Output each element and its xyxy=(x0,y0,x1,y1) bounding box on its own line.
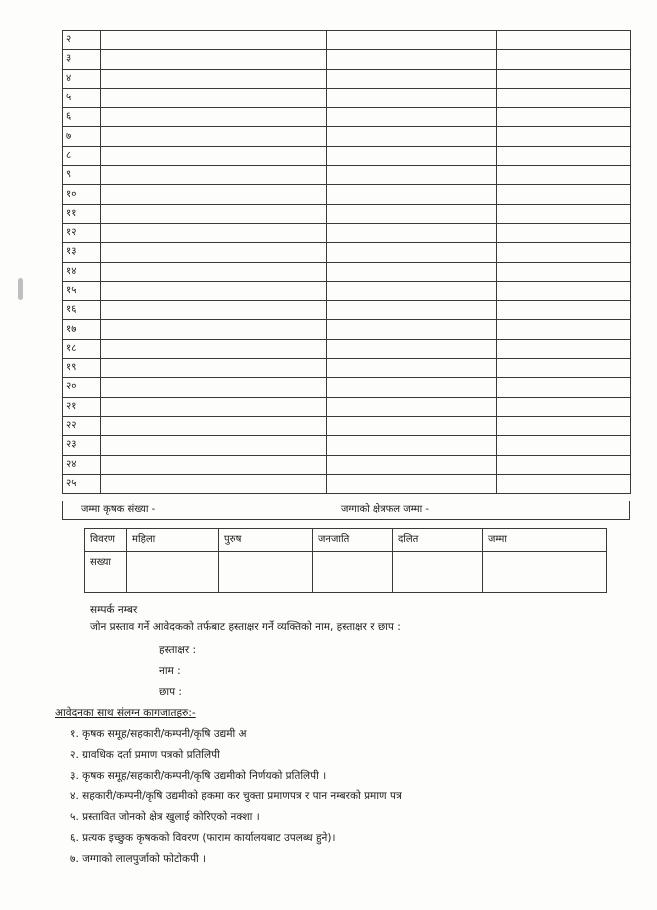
row-cell xyxy=(101,69,327,88)
row-cell xyxy=(497,50,631,69)
row-cell xyxy=(101,281,327,300)
row-number: १७ xyxy=(63,320,101,339)
row-cell xyxy=(327,301,497,320)
table-row xyxy=(63,455,631,474)
row-cell xyxy=(101,223,327,242)
row-cell xyxy=(101,185,327,204)
summary-value-cell xyxy=(483,552,607,593)
attachment-item: १. कृषक समूह/सहकारी/कम्पनी/कृषि उद्यमी अ xyxy=(70,728,247,740)
row-cell xyxy=(327,416,497,435)
row-number: २३ xyxy=(63,436,101,455)
total-land-area-label: जग्गाको क्षेत्रफल जम्मा - xyxy=(341,504,430,515)
attachment-item: ७. जग्गाको लालपुर्जाको फोटोकपी । xyxy=(70,852,207,865)
row-cell xyxy=(101,146,327,165)
row-number: ७ xyxy=(63,127,101,146)
table-row xyxy=(63,378,631,397)
row-cell xyxy=(497,339,631,358)
table-row xyxy=(63,359,631,378)
row-number: १५ xyxy=(63,281,101,300)
total-farmers-label: जम्मा कृषक संख्या - xyxy=(81,504,156,515)
table-row xyxy=(63,88,631,107)
row-number: २० xyxy=(63,378,101,397)
summary-header-cell: पुरुष xyxy=(219,529,313,552)
totals-row xyxy=(62,501,630,520)
row-cell xyxy=(101,474,327,493)
summary-header-cell: विवरण xyxy=(85,529,127,552)
row-number: १३ xyxy=(63,243,101,262)
row-cell xyxy=(327,108,497,127)
row-cell xyxy=(327,69,497,88)
attachment-item: ४. सहकारी/कम्पनी/कृषि उद्यमीको हकमा कर चुक्ता प्रमाणपत्र र पान नम्बरको प्रमाण पत्र xyxy=(70,790,402,803)
stamp-label: छाप : xyxy=(159,686,182,698)
row-cell xyxy=(101,88,327,107)
row-cell xyxy=(497,320,631,339)
row-number: १२ xyxy=(63,223,101,242)
row-cell xyxy=(101,320,327,339)
row-number: ६ xyxy=(63,108,101,127)
table-row xyxy=(63,50,631,69)
row-cell xyxy=(101,301,327,320)
row-cell xyxy=(101,108,327,127)
row-cell xyxy=(327,243,497,262)
row-cell xyxy=(327,359,497,378)
scan-smudge xyxy=(18,278,23,300)
row-cell xyxy=(327,281,497,300)
row-cell xyxy=(497,127,631,146)
row-cell xyxy=(497,455,631,474)
row-number: २१ xyxy=(63,397,101,416)
table-row xyxy=(63,69,631,88)
row-cell xyxy=(327,378,497,397)
row-cell xyxy=(327,204,497,223)
signatory-instruction: जोन प्रस्ताव गर्ने आवेदकको तर्फबाट हस्ताक्षर गर्ने व्यक्तिको नाम, हस्ताक्षर र छाप : xyxy=(90,621,401,633)
row-cell xyxy=(101,455,327,474)
row-cell xyxy=(497,281,631,300)
row-cell xyxy=(497,301,631,320)
row-number: १६ xyxy=(63,301,101,320)
attachments-list xyxy=(70,724,402,870)
row-cell xyxy=(497,378,631,397)
table-row xyxy=(63,436,631,455)
row-cell xyxy=(497,204,631,223)
row-cell xyxy=(497,69,631,88)
row-cell xyxy=(101,339,327,358)
row-cell xyxy=(327,146,497,165)
table-row xyxy=(63,262,631,281)
summary-value-row xyxy=(85,552,607,593)
row-number: २ xyxy=(63,31,101,50)
table-row xyxy=(63,474,631,493)
row-number: २२ xyxy=(63,416,101,435)
table-row xyxy=(63,320,631,339)
row-cell xyxy=(497,416,631,435)
table-row xyxy=(63,281,631,300)
row-cell xyxy=(497,108,631,127)
row-cell xyxy=(327,320,497,339)
table-row xyxy=(63,127,631,146)
row-cell xyxy=(327,31,497,50)
table-row xyxy=(63,204,631,223)
row-cell xyxy=(327,339,497,358)
row-number: १४ xyxy=(63,262,101,281)
table-row xyxy=(63,31,631,50)
row-cell xyxy=(327,223,497,242)
table-row xyxy=(63,243,631,262)
farmer-rows-table xyxy=(62,30,631,494)
row-cell xyxy=(497,436,631,455)
signature-label: हस्ताक्षर : xyxy=(159,644,197,656)
table-row xyxy=(63,166,631,185)
table-row xyxy=(63,397,631,416)
table-row xyxy=(63,146,631,165)
summary-row-label: सख्या xyxy=(85,552,127,593)
summary-table xyxy=(84,528,607,593)
row-cell xyxy=(101,416,327,435)
summary-header-row xyxy=(85,529,607,552)
row-cell xyxy=(101,31,327,50)
summary-header-cell: जनजाति xyxy=(313,529,393,552)
row-cell xyxy=(327,88,497,107)
row-cell xyxy=(497,88,631,107)
row-cell xyxy=(101,359,327,378)
row-cell xyxy=(327,166,497,185)
row-cell xyxy=(497,243,631,262)
row-number: ५ xyxy=(63,88,101,107)
row-number: ११ xyxy=(63,204,101,223)
row-cell xyxy=(101,127,327,146)
summary-value-cell xyxy=(219,552,313,593)
row-cell xyxy=(327,262,497,281)
row-cell xyxy=(497,31,631,50)
contact-number-label: सम्पर्क नम्बर xyxy=(90,604,138,616)
row-cell xyxy=(101,166,327,185)
attachments-title: आवेदनका साथ संलग्न कागजातहरु:- xyxy=(55,707,196,719)
row-cell xyxy=(101,378,327,397)
summary-header-cell: दलित xyxy=(393,529,483,552)
row-cell xyxy=(101,397,327,416)
row-number: १० xyxy=(63,185,101,204)
row-number: १८ xyxy=(63,339,101,358)
summary-header-cell: महिला xyxy=(127,529,219,552)
row-number: ३ xyxy=(63,50,101,69)
row-cell xyxy=(497,223,631,242)
row-cell xyxy=(327,436,497,455)
summary-value-cell xyxy=(127,552,219,593)
table-row xyxy=(63,108,631,127)
table-row xyxy=(63,339,631,358)
row-cell xyxy=(497,185,631,204)
row-number: १९ xyxy=(63,359,101,378)
row-cell xyxy=(101,436,327,455)
table-row xyxy=(63,416,631,435)
row-cell xyxy=(327,50,497,69)
attachment-item: २. ग्रावधिक दर्ता प्रमाण पत्रको प्रतिलिपी xyxy=(70,748,220,761)
row-cell xyxy=(497,359,631,378)
attachment-item: ६. प्रत्यक इच्छुक कृषकको विवरण (फाराम कार्यालयबाट उपलब्ध हुने)। xyxy=(70,831,336,844)
row-cell xyxy=(327,127,497,146)
row-cell xyxy=(497,262,631,281)
row-cell xyxy=(101,50,327,69)
row-cell xyxy=(327,185,497,204)
row-cell xyxy=(327,397,497,416)
row-cell xyxy=(497,146,631,165)
row-cell xyxy=(101,262,327,281)
row-cell xyxy=(497,397,631,416)
row-number: ८ xyxy=(63,146,101,165)
attachment-item: ५. प्रस्तावित जोनको क्षेत्र खुलाई कोरिएको नक्शा । xyxy=(70,811,260,824)
row-cell xyxy=(101,204,327,223)
attachment-item: ३. कृषक समूह/सहकारी/कम्पनी/कृषि उद्यमीको निर्णयको प्रतिलिपी । xyxy=(70,769,327,782)
row-cell xyxy=(101,243,327,262)
table-row xyxy=(63,223,631,242)
table-row xyxy=(63,185,631,204)
row-number: २४ xyxy=(63,455,101,474)
summary-value-cell xyxy=(313,552,393,593)
row-number: ४ xyxy=(63,69,101,88)
row-cell xyxy=(497,166,631,185)
row-cell xyxy=(497,474,631,493)
summary-value-cell xyxy=(393,552,483,593)
summary-header-cell: जम्मा xyxy=(483,529,607,552)
row-number: ९ xyxy=(63,166,101,185)
row-cell xyxy=(327,474,497,493)
name-label: नाम : xyxy=(159,665,181,677)
row-cell xyxy=(327,455,497,474)
row-number: २५ xyxy=(63,474,101,493)
table-row xyxy=(63,301,631,320)
